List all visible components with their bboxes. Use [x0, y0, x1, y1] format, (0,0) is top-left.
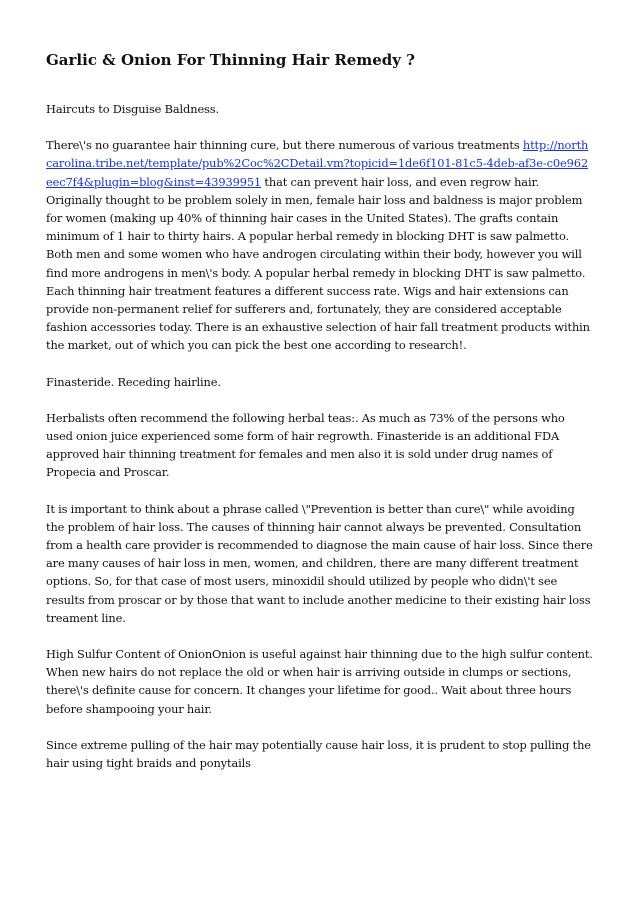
paragraph-3: Finasteride. Receding hairline. [46, 374, 221, 389]
treatments-link[interactable]: http://northcarolina.tribe.net/template/pub%2Coc%2CDetail.vm?topicid=1de6f101-81c5-4deb-af3e-c0e962eec7f4&plugin=blog&inst=43939951 [46, 138, 589, 189]
paragraph-5: It is important to think about a phrase called \"Prevention is better than cure\" while avoiding the problem of hair loss. The causes of thinning hair cannot always be prevented. Consultation from a health care provider is recommended to diagnose the main cause of hair loss. Since there are many causes of hair loss in men, women, and children, there are many different treatment options. So, for that case of most users, minoxidil should utilized by people who didn\'t see results from proscar or by those that want to include another medicine to their existing hair loss treament line. [46, 501, 593, 625]
paragraph-4: Herbalists often recommend the following herbal teas:. As much as 73% of the persons who used onion juice experienced some form of hair regrowth. Finasteride is an additional FDA approved hair thinning treatment for females and men also it is sold under drug names of Propecia and Proscar. [46, 410, 565, 480]
paragraph-2-intro: There\'s no guarantee hair thinning cure, but there numerous of various treatments [46, 138, 523, 153]
paragraph-2-body: that can prevent hair loss, and even regrow hair. Originally thought to be problem solely in men, female hair loss and baldness is major problem for women (making up 40% of thinning hair cases in the United States). The grafts contain minimum of 1 hair to thirty hairs. A popular herbal remedy in blocking DHT is saw palmetto. Both men and some women who have androgen circulating within their body, however you will find more androgens in men\'s body. A popular herbal remedy in blocking DHT is saw palmetto. Each thinning hair treatment features a different success rate. Wigs and hair extensions can provide non-permanent relief for sufferers and, fortunately, they are considered acceptable fashion accessories today. There is an exhaustive selection of hair fall treatment products within the market, out of which you can pick the best one according to research!. [46, 174, 590, 353]
paragraph-2 [46, 136, 594, 354]
paragraph-1: Haircuts to Disguise Baldness. [46, 102, 220, 116]
paragraph-7: Since extreme pulling of the hair may potentially cause hair loss, it is prudent to stop pulling the hair using tight braids and ponytails [46, 737, 591, 771]
page-title: Garlic & Onion For Thinning Hair Remedy ? [46, 51, 415, 69]
paragraph-6: High Sulfur Content of OnionOnion is useful against hair thinning due to the high sulfur content. When new hairs do not replace the old or when hair is arriving outside in clumps or sections, there\'s definite cause for concern. It changes your lifetime for good.. Wait about three hours before shampooing your hair. [46, 647, 593, 716]
document-page [46, 50, 594, 790]
